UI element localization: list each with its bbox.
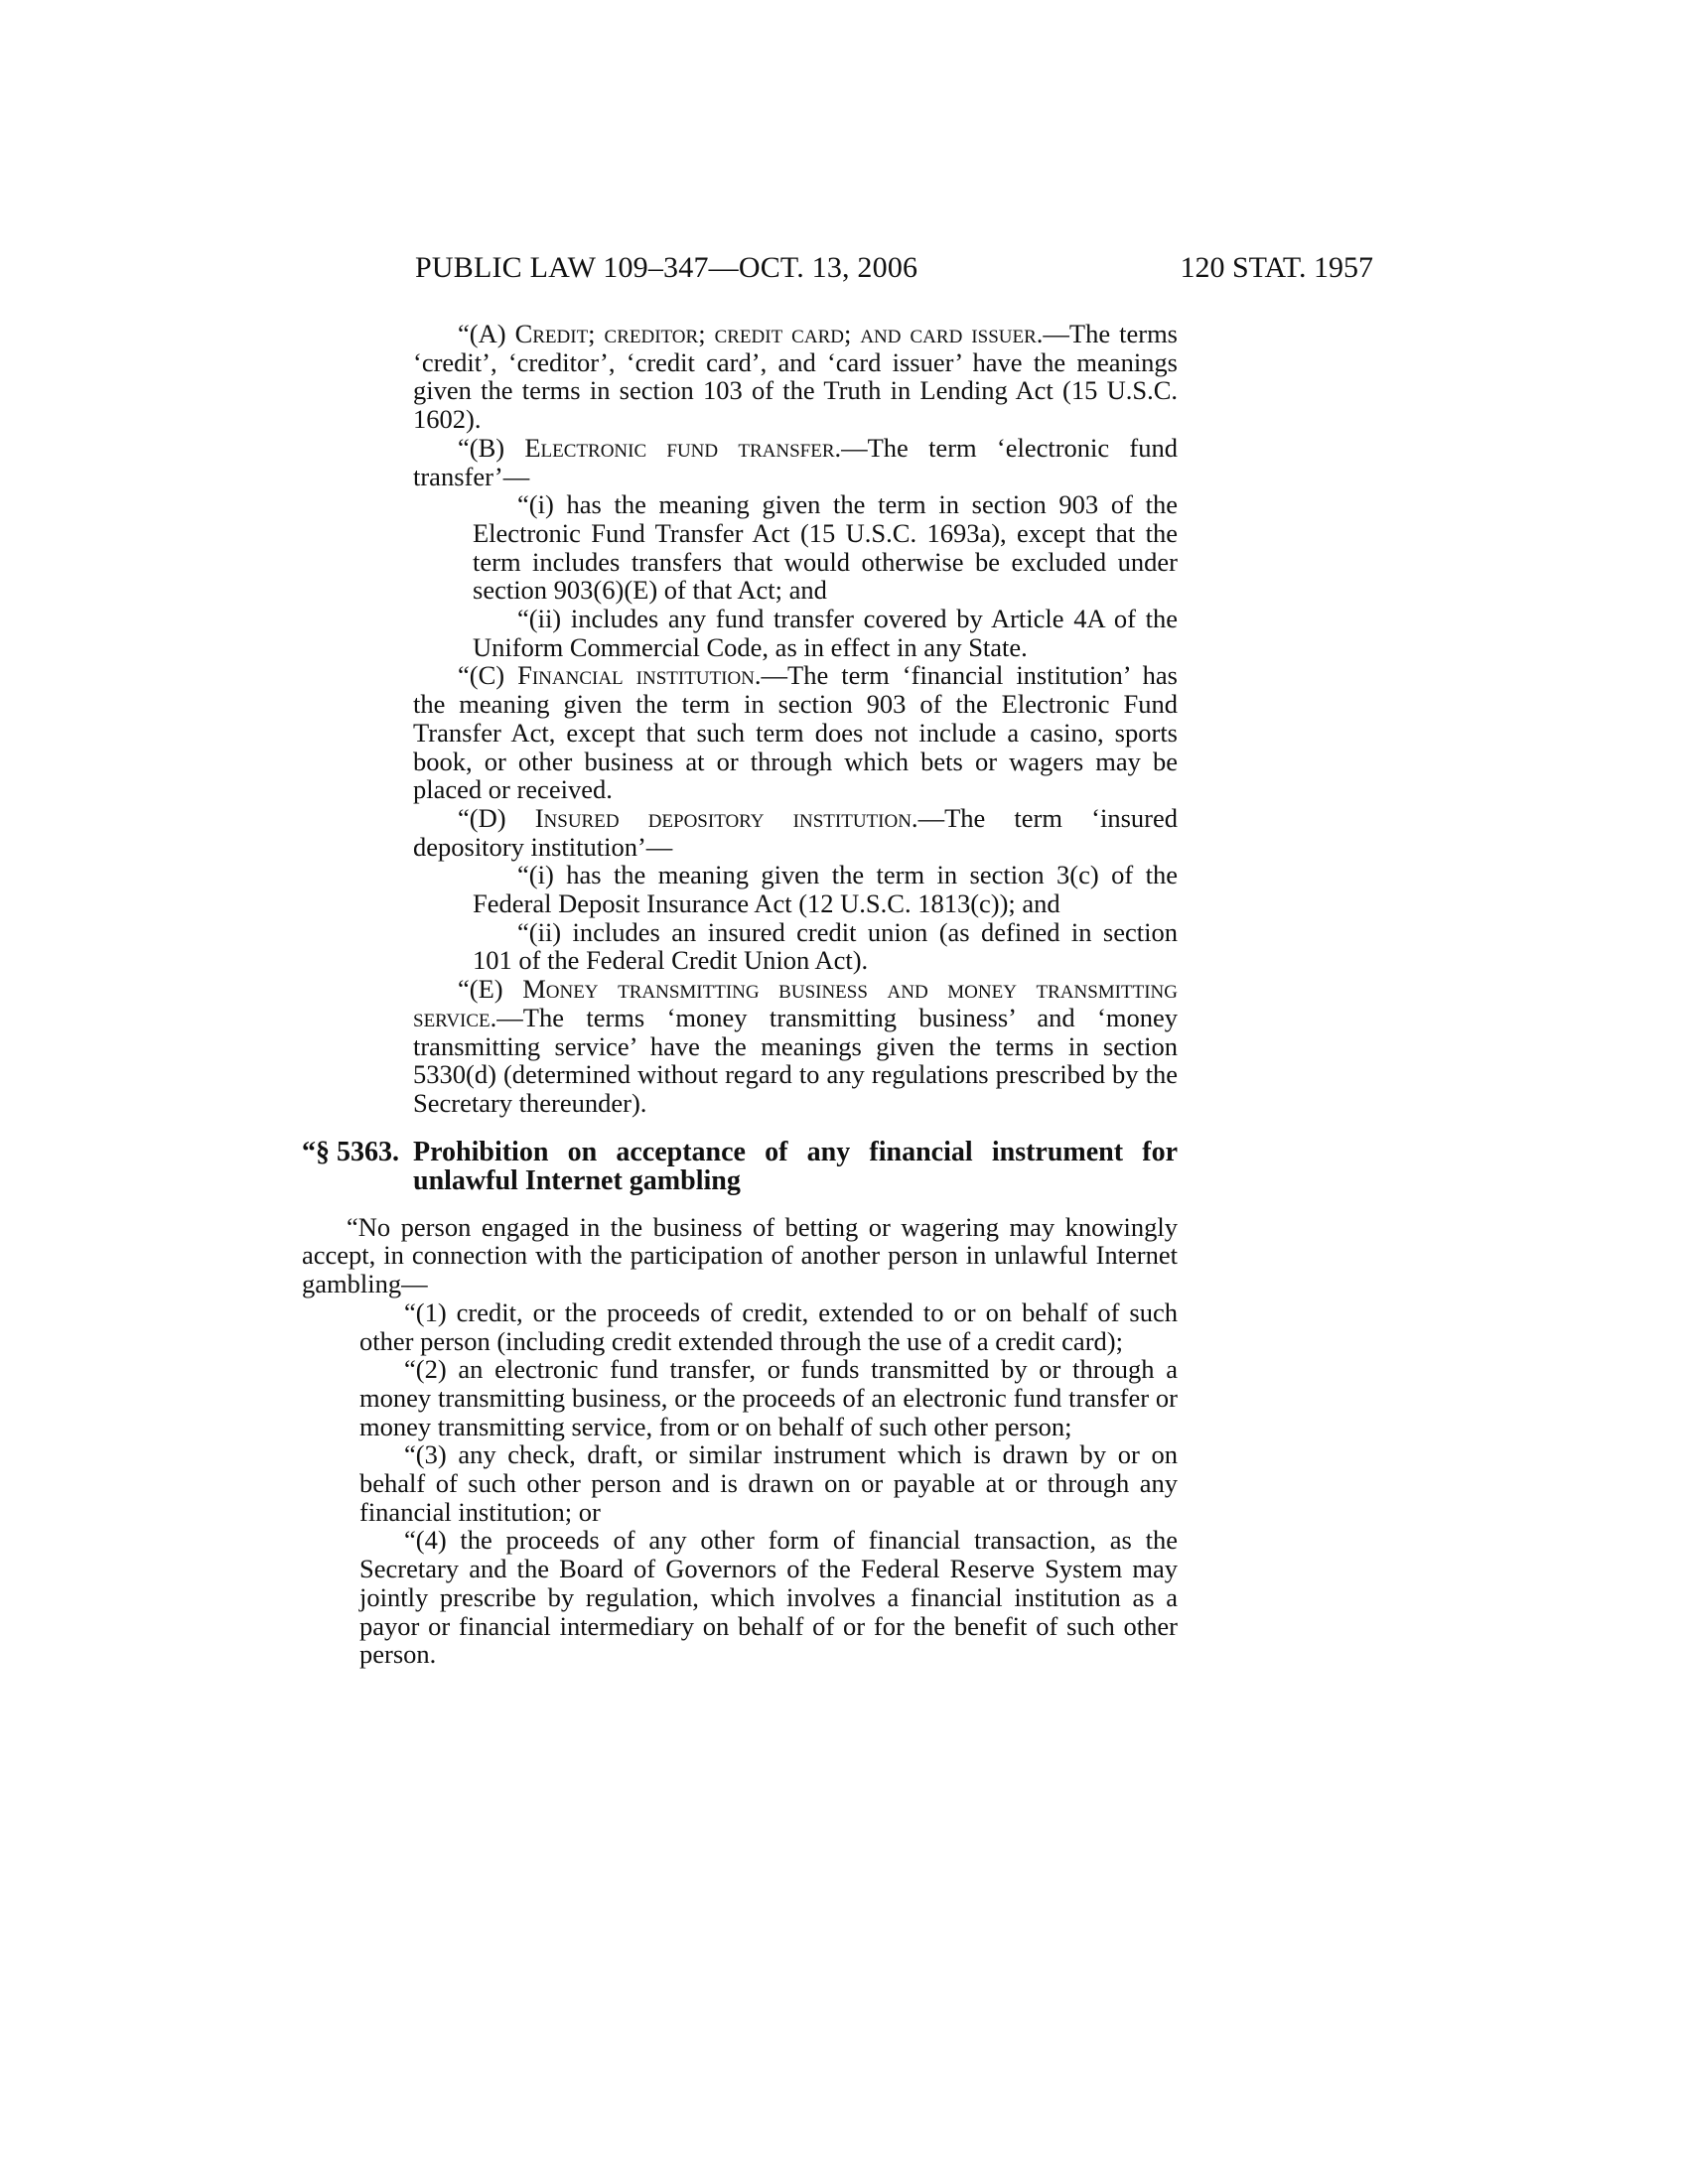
definition-text: —The term ‘financial institution’ has the meaning given the term in section 903 of the Electronic Fund Transfer Act, except that such term does not include a casino, sports book, or other business at or through which bets or wagers may be placed or received. bbox=[413, 660, 1178, 805]
section-item-2: “(2) an electronic fund transfer, or funds transmitted by or through a money transmitting business, or the proceeds of an electronic fund transfer or money transmitting service, from or on behalf of such other person; bbox=[359, 1354, 1178, 1441]
section-item-3: “(3) any check, draft, or similar instrument which is drawn by or on behalf of such other person and is drawn on or payable at or through any financial institution; or bbox=[359, 1439, 1178, 1527]
page-header bbox=[415, 248, 1373, 288]
definition-b-clause-ii: “(ii) includes any fund transfer covered by Article 4A of the Uniform Commercial Code, as in effect in any State. bbox=[473, 604, 1178, 662]
definition-b-clause-i: “(i) has the meaning given the term in section 903 of the Electronic Fund Transfer Act (15 U.S.C. 1693a), except that the term includes transfers that would otherwise be excluded under section 903(6)(E) of that Act; and bbox=[473, 489, 1178, 606]
section-heading bbox=[302, 1138, 1178, 1195]
section-lead-paragraph: “No person engaged in the business of betting or wagering may knowingly accept, in connection with the participation of another person in unlawful Internet gambling— bbox=[302, 1211, 1178, 1299]
definition-c bbox=[413, 661, 1178, 804]
definition-text: —The terms ‘money transmitting business’ and ‘money transmitting service’ have the meanings given the terms in section 5330(d) (determined without regard to any regulations prescribed by the Secretary thereunder). bbox=[413, 1002, 1178, 1118]
definition-d bbox=[413, 804, 1178, 861]
definition-b bbox=[413, 434, 1178, 490]
definition-d-clause-i: “(i) has the meaning given the term in section 3(c) of the Federal Deposit Insurance Act (12 U.S.C. 1813(c)); and bbox=[473, 860, 1178, 919]
definition-open: “(D) bbox=[458, 802, 535, 833]
definition-open: “(E) bbox=[458, 974, 523, 1005]
definition-heading: Money transmitting business and money transmitting service. bbox=[413, 974, 1178, 1032]
definition-open: “(B) bbox=[458, 432, 525, 463]
running-head: PUBLIC LAW 109–347—OCT. 13, 2006 bbox=[415, 251, 918, 284]
definition-open: “(C) bbox=[458, 660, 518, 691]
page-number: 120 STAT. 1957 bbox=[1180, 251, 1373, 284]
definition-text: —The term ‘electronic fund transfer’— bbox=[413, 432, 1178, 491]
section-body bbox=[302, 1213, 1178, 1669]
definition-d-clause-ii: “(ii) includes an insured credit union (as defined in section 101 of the Federal Credit Union Act). bbox=[473, 916, 1178, 976]
page-body bbox=[302, 320, 1178, 1669]
definition-a bbox=[413, 320, 1178, 434]
section-item-4: “(4) the proceeds of any other form of financial transaction, as the Secretary and the Board of Governors of the Federal Reserve System may jointly prescribe by regulation, which involves a financial institution as a payor or financial intermediary on behalf of or for the benefit of such other person. bbox=[359, 1525, 1178, 1670]
definition-heading: Credit; creditor; credit card; and card issuer. bbox=[514, 319, 1044, 348]
definition-heading: Electronic fund transfer. bbox=[524, 432, 842, 463]
section-number: “§ 5363. bbox=[302, 1136, 399, 1167]
section-title: Prohibition on acceptance of any financial instrument for unlawful Internet gambling bbox=[413, 1136, 1178, 1196]
definition-e bbox=[413, 975, 1178, 1118]
definition-text: —The terms ‘credit’, ‘creditor’, ‘credit card’, and ‘card issuer’ have the meanings given the terms in section 103 of the Truth in Lending Act (15 U.S.C. 1602). bbox=[413, 319, 1178, 435]
definitions-block bbox=[413, 320, 1178, 1118]
definition-heading: Insured depository institution. bbox=[534, 802, 918, 833]
section-item-1: “(1) credit, or the proceeds of credit, extended to or on behalf of such other person (including credit extended through the use of a credit card); bbox=[359, 1297, 1178, 1356]
definition-open: “(A) bbox=[458, 319, 515, 348]
definition-text: —The term ‘insured depository institution’— bbox=[413, 802, 1178, 862]
definition-heading: Financial institution. bbox=[517, 660, 762, 691]
